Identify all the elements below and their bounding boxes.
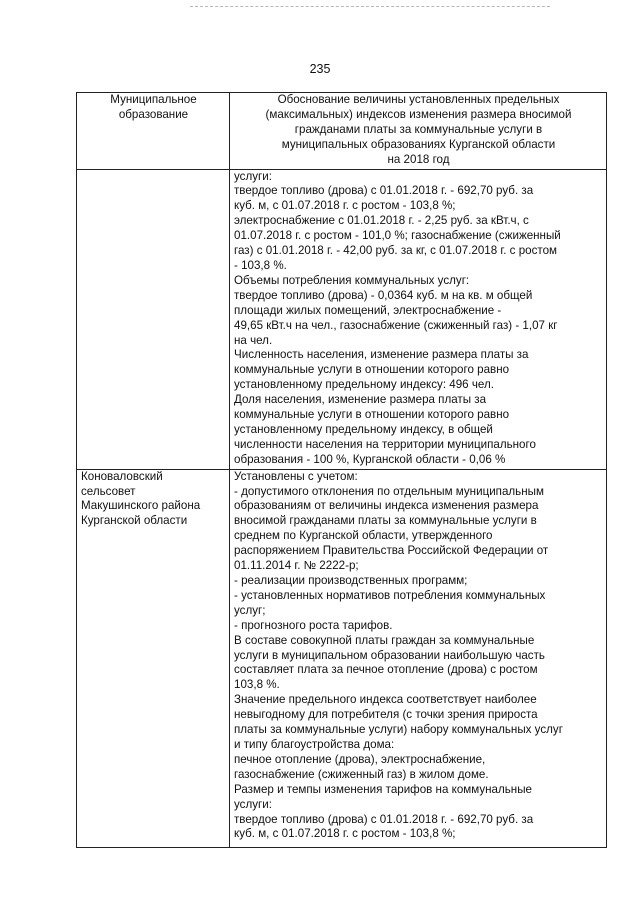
text-line: Объемы потребления коммунальных услуг:	[234, 273, 470, 287]
text-line: на чел.	[234, 333, 273, 347]
header-line: муниципальных образованиях Курганской области	[281, 137, 556, 151]
text-line: - допустимого отклонения по отдельным муниципальным	[234, 484, 544, 498]
text-line: куб. м, с 01.07.2018 г. с ростом - 103,8 %;	[234, 827, 456, 841]
text-line: коммунальные услуги в отношении которого равно	[234, 408, 510, 422]
text-line: 103,8 %.	[234, 678, 280, 692]
text-line: Доля населения, изменение размера платы за	[234, 393, 487, 407]
text-line: коммунальные услуги в отношении которого равно	[234, 363, 510, 377]
municipality-cell	[77, 469, 230, 848]
text-line: газоснабжение (сжиженный газ) в жилом доме.	[234, 767, 489, 781]
text-line: и типу благоустройства дома:	[234, 737, 395, 751]
text-line: - установленных нормативов потребления коммунальных	[234, 588, 546, 602]
text-line: образования - 100 %, Курганской области - 0,06 %	[234, 452, 506, 466]
text-line: вносимой гражданами платы за коммунальные услуги в	[234, 514, 537, 528]
header-municipality	[77, 93, 230, 170]
text-line: установленному предельному индексу, в общей	[234, 422, 493, 436]
text-line: среднем по Курганской области, утвержденного	[234, 529, 493, 543]
table-header-row	[77, 93, 607, 170]
text-line: газ) с 01.01.2018 г. - 42,00 руб. за кг, с 01.07.2018 г. с ростом	[234, 244, 557, 258]
text-line: 01.11.2014 г. № 2222-р;	[234, 559, 359, 573]
text-line: распоряжением Правительства Российской Федерации от	[234, 544, 549, 558]
text-line: численности населения на территории муниципального	[234, 437, 536, 451]
text-line: - 103,8 %.	[234, 258, 287, 272]
scan-artifact-line	[190, 6, 550, 7]
text-line: Значение предельного индекса соответствует наиболее	[234, 693, 537, 707]
header-line: Обоснование величины установленных предельных	[277, 93, 560, 106]
text-line: образованиям от величины индекса изменения размера	[234, 499, 539, 513]
text-line: - прогнозного роста тарифов.	[234, 618, 393, 632]
municipality-line: сельсовет	[81, 484, 136, 498]
text-line: установленному предельному индексу: 496 чел.	[234, 378, 494, 392]
header-line: образование	[118, 107, 189, 121]
text-line: услуги:	[234, 797, 272, 811]
text-line: твердое топливо (дрова) с 01.01.2018 г. - 692,70 руб. за	[234, 184, 534, 198]
justification-cell	[230, 169, 607, 469]
cell-bottom-spacer	[234, 842, 603, 846]
text-line: услуг;	[234, 603, 266, 617]
municipality-line: Курганской области	[81, 514, 188, 528]
text-line: услуги в муниципальном образовании наибольшую часть	[234, 648, 545, 662]
text-line: твердое топливо (дрова) с 01.01.2018 г. - 692,70 руб. за	[234, 812, 534, 826]
text-line: 49,65 кВт.ч на чел., газоснабжение (сжиженный газ) - 1,07 кг	[234, 318, 558, 332]
text-line: В составе совокупной платы граждан за коммунальные	[234, 633, 535, 647]
header-line: (максимальных) индексов изменения размера вносимой	[265, 107, 572, 121]
text-line: куб. м, с 01.07.2018 г. с ростом - 103,8 %;	[234, 199, 456, 213]
table-row	[77, 469, 607, 848]
municipality-line: Коноваловский	[81, 469, 163, 483]
text-line: составляет плата за печное отопление (дрова) с ростом	[234, 663, 538, 677]
text-line: Численность населения, изменение размера платы за	[234, 348, 529, 362]
page-number: 235	[309, 62, 331, 76]
header-line: на 2018 год	[387, 152, 450, 166]
header-line: Муниципальное	[110, 93, 197, 106]
text-line: невыгодному для потребителя (с точки зрения прироста	[234, 708, 538, 722]
text-line: Размер и темпы изменения тарифов на коммунальные	[234, 782, 532, 796]
municipality-line: Макушинского района	[81, 499, 201, 513]
table-row	[77, 169, 607, 469]
text-line: твердое топливо (дрова) - 0,0364 куб. м на кв. м общей	[234, 288, 533, 302]
text-line: Установлены с учетом:	[234, 469, 358, 483]
text-line: услуги:	[234, 169, 272, 183]
header-line: гражданами платы за коммунальные услуги в	[294, 122, 543, 136]
justification-cell	[230, 469, 607, 848]
municipality-cell	[77, 169, 230, 469]
text-line: - реализации производственных программ;	[234, 574, 468, 587]
text-line: платы за коммунальные услуги) набору коммунальных услуг	[234, 723, 563, 737]
text-line: площади жилых помещений, электроснабжение -	[234, 303, 502, 317]
tariff-justification-table	[76, 92, 607, 848]
text-line: электроснабжение с 01.01.2018 г. - 2,25 руб. за кВт.ч, с	[234, 214, 529, 228]
text-line: печное отопление (дрова), электроснабжение,	[234, 752, 486, 766]
header-justification	[230, 93, 607, 170]
text-line: 01.07.2018 г. с ростом - 101,0 %; газоснабжение (сжиженный	[234, 229, 561, 243]
